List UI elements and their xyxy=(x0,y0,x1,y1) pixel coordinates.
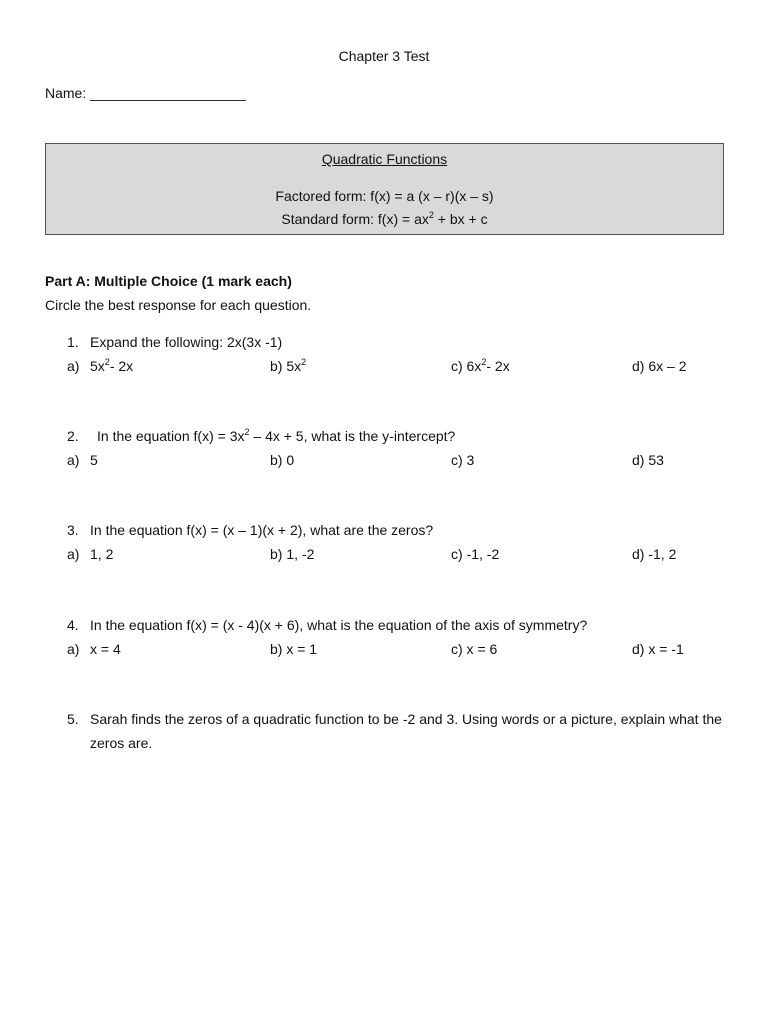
q1-option-b-base: b) 5x xyxy=(270,358,302,374)
standard-form-prefix: Standard form: f(x) = ax xyxy=(281,211,429,227)
q2-option-a-label: a) xyxy=(67,452,80,468)
q4-option-d[interactable]: d) x = -1 xyxy=(632,641,684,657)
q2-option-c[interactable]: c) 3 xyxy=(451,452,475,468)
q1-option-c-exp: 2 xyxy=(481,357,487,367)
standard-form-line xyxy=(46,211,723,227)
standard-form-suffix: + bx + c xyxy=(433,211,488,227)
q5-text: Sarah finds the zeros of a quadratic function to be -2 and 3. Using words or a picture, explain what the zeros are. xyxy=(90,711,722,751)
q2-option-b[interactable]: b) 0 xyxy=(270,452,295,468)
q1-option-c[interactable] xyxy=(451,358,510,374)
q3-option-d[interactable]: d) -1, 2 xyxy=(632,546,677,562)
q2-text xyxy=(97,428,455,444)
q1-option-a-exp: 2 xyxy=(104,357,110,367)
box-heading: Quadratic Functions xyxy=(321,151,448,167)
q3-option-b[interactable]: b) 1, -2 xyxy=(270,546,315,562)
q2-option-a[interactable]: 5 xyxy=(90,452,98,468)
q1-option-c-rest: - 2x xyxy=(486,358,510,374)
q4-option-a[interactable]: x = 4 xyxy=(90,641,121,657)
part-a-heading: Part A: Multiple Choice (1 mark each) xyxy=(45,273,292,289)
standard-form-exponent: 2 xyxy=(428,210,434,220)
q1-option-c-base: c) 6x xyxy=(451,358,482,374)
test-title: Chapter 3 Test xyxy=(338,48,430,64)
q4-option-c[interactable]: c) x = 6 xyxy=(451,641,498,657)
q1-option-d[interactable]: d) 6x – 2 xyxy=(632,358,687,374)
q1-option-a-rest: - 2x xyxy=(109,358,134,374)
q1-option-a[interactable] xyxy=(90,358,133,374)
q2-option-d[interactable]: d) 53 xyxy=(632,452,664,468)
q2-number: 2. xyxy=(67,428,79,444)
q4-text: In the equation f(x) = (x - 4)(x + 6), what is the equation of the axis of symmetry? xyxy=(90,617,588,633)
q4-number: 4. xyxy=(67,617,79,633)
q2-text-pre: In the equation f(x) = 3x xyxy=(97,428,245,444)
q1-number: 1. xyxy=(67,334,79,350)
q2-text-post: – 4x + 5, what is the y-intercept? xyxy=(249,428,456,444)
q3-option-c[interactable]: c) -1, -2 xyxy=(451,546,500,562)
q1-option-a-base: 5x xyxy=(90,358,105,374)
q4-option-a-label: a) xyxy=(67,641,80,657)
q4-option-b[interactable]: b) x = 1 xyxy=(270,641,318,657)
q1-option-b-exp: 2 xyxy=(301,357,307,367)
q3-option-a[interactable]: 1, 2 xyxy=(90,546,114,562)
factored-form-line: Factored form: f(x) = a (x – r)(x – s) xyxy=(275,188,494,204)
q5-number: 5. xyxy=(67,711,79,727)
formula-box xyxy=(45,143,724,235)
part-a-instructions: Circle the best response for each question. xyxy=(45,297,312,313)
q1-option-a-label: a) xyxy=(67,358,80,374)
q1-option-b[interactable] xyxy=(270,358,306,374)
q2-text-exp: 2 xyxy=(244,427,250,437)
q3-number: 3. xyxy=(67,522,79,538)
q1-text: Expand the following: 2x(3x -1) xyxy=(90,334,283,350)
name-field-line: Name: ____________________ xyxy=(45,85,246,101)
q3-option-a-label: a) xyxy=(67,546,80,562)
q3-text: In the equation f(x) = (x – 1)(x + 2), what are the zeros? xyxy=(90,522,434,538)
